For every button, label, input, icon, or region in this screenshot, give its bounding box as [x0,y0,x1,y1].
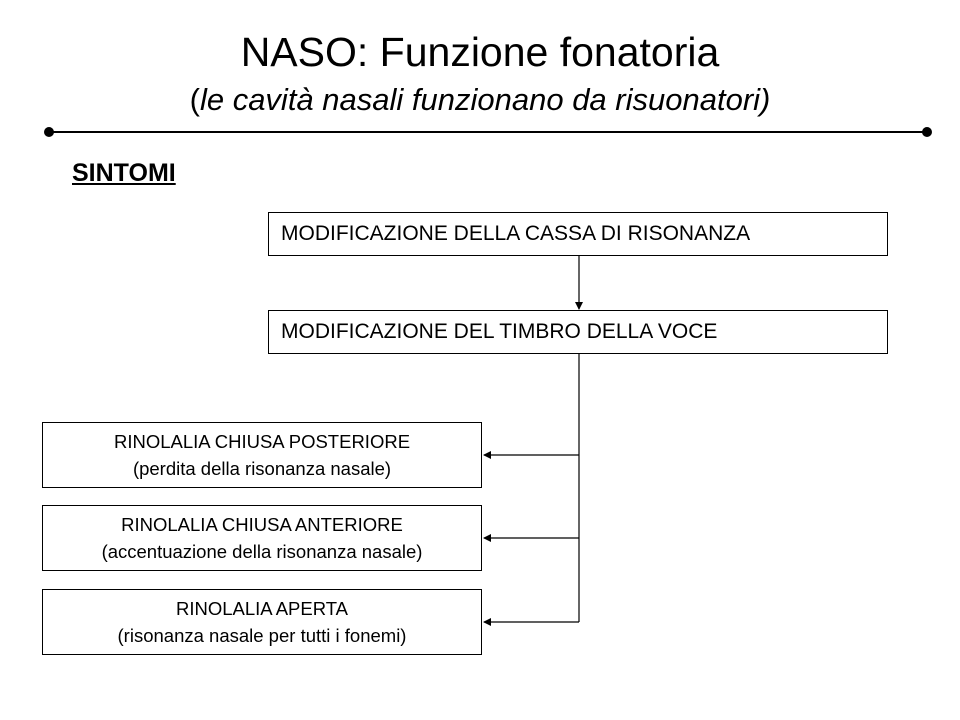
box-label: MODIFICAZIONE DEL TIMBRO DELLA VOCE [281,320,718,343]
subtitle-text: le cavità nasali funzionano da risuonatori [199,82,761,117]
subtitle-open-paren: ( [189,82,200,117]
box-description: (accentuazione della risonanza nasale) [101,541,423,562]
box-modificazione-timbro [268,310,888,354]
box-title: RINOLALIA CHIUSA POSTERIORE [113,431,411,452]
box-description: (risonanza nasale per tutti i fonemi) [117,625,407,646]
box-rinolalia-chiusa-anteriore [42,505,482,571]
box-description: (perdita della risonanza nasale) [132,458,392,479]
slide-title: NASO: Funzione fonatoria [240,29,720,75]
box-rinolalia-aperta [42,589,482,655]
box-title: RINOLALIA APERTA [175,598,349,619]
box-modificazione-cassa [268,212,888,256]
box-title: RINOLALIA CHIUSA ANTERIORE [121,514,403,535]
subtitle-close-paren: ) [760,82,771,117]
box-rinolalia-chiusa-posteriore [42,422,482,488]
box-label: MODIFICAZIONE DELLA CASSA DI RISONANZA [281,222,751,245]
section-label: SINTOMI [72,159,176,187]
